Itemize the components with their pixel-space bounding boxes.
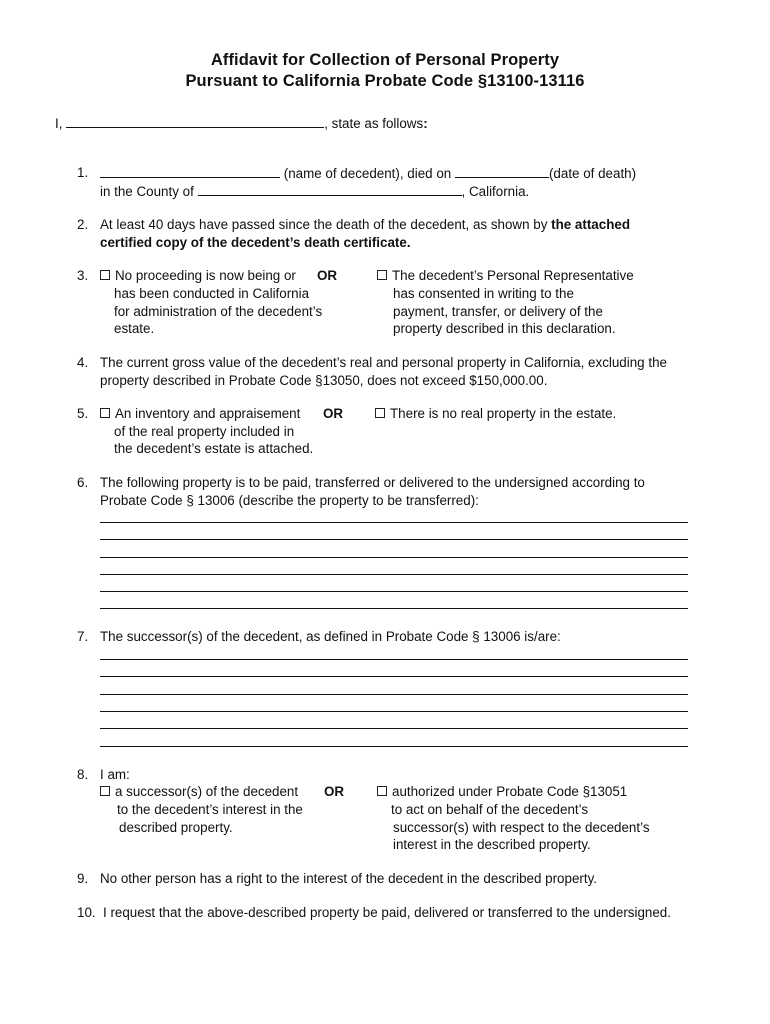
item-10-text: I request that the above-described property be paid, delivered or transferred to the undersigned.	[103, 905, 671, 920]
county-label: in the County of	[100, 184, 194, 199]
item-4-line-1: The current gross value of the decedent’s real and personal property in California, excluding the	[100, 355, 667, 370]
item-7-text: The successor(s) of the decedent, as defined in Probate Code § 13006 is/are:	[100, 629, 561, 644]
item-8-left-line-2: to the decedent’s interest in the	[117, 802, 303, 817]
item-3-left-line-4: estate.	[114, 321, 155, 336]
intro-suffix: , state as follows	[324, 116, 424, 131]
item-5-left-line-1	[100, 405, 300, 423]
date-of-death-label: (date of death)	[548, 166, 637, 181]
item-9-text: No other person has a right to the interest of the decedent in the described property.	[100, 871, 597, 886]
item-3-number: 3.	[77, 268, 89, 283]
item-5-number: 5.	[77, 406, 89, 421]
item-8-intro: I am:	[100, 767, 130, 782]
item-3-right-line-1	[377, 267, 634, 285]
item-3-left-text-1: No proceeding is now being or	[115, 268, 296, 283]
item-2-bold-2: certified copy of the decedent’s death certificate.	[100, 235, 411, 250]
item-1-line-2	[100, 182, 529, 201]
property-description-line[interactable]	[100, 574, 688, 575]
item-3-right-line-2: has consented in writing to the	[393, 286, 574, 301]
item-2-bold-1: the attached	[551, 217, 630, 232]
date-of-death-field[interactable]	[455, 164, 549, 178]
intro-line	[55, 114, 428, 133]
successor-checkbox[interactable]	[100, 786, 110, 796]
successor-line[interactable]	[100, 728, 688, 729]
item-6-number: 6.	[77, 475, 89, 490]
item-5-left-line-2: of the real property included in	[114, 424, 295, 439]
intro-colon: :	[423, 116, 428, 131]
item-2-number: 2.	[77, 217, 89, 232]
item-8-right-line-3: successor(s) with respect to the decedent’s	[393, 820, 650, 835]
item-6-line-1: The following property is to be paid, transferred or delivered to the undersigned according to	[100, 475, 645, 490]
item-3-left-line-3: for administration of the decedent’s	[114, 304, 323, 319]
item-3-right-line-4: property described in this declaration.	[393, 321, 616, 336]
item-8-left-line-1	[100, 783, 298, 801]
affiant-name-field[interactable]	[66, 114, 324, 128]
item-6-line-2: Probate Code § 13006 (describe the property to be transferred):	[100, 493, 479, 508]
no-real-property-checkbox[interactable]	[375, 408, 385, 418]
decedent-name-label: (name of decedent), died on	[283, 166, 452, 181]
successor-line[interactable]	[100, 694, 688, 695]
property-description-line[interactable]	[100, 608, 688, 609]
item-4-line-2: property described in Probate Code §13050, does not exceed $150,000.00.	[100, 373, 548, 388]
item-1-line-1	[100, 164, 636, 183]
item-5-or: OR	[323, 406, 344, 421]
county-suffix: , California.	[461, 184, 530, 199]
item-3-left-line-1	[100, 267, 296, 285]
item-8-right-line-2: to act on behalf of the decedent’s	[391, 802, 589, 817]
item-3-or: OR	[317, 268, 338, 283]
item-8-left-text-1: a successor(s) of the decedent	[115, 784, 299, 799]
item-3-right-line-3: payment, transfer, or delivery of the	[393, 304, 603, 319]
no-proceeding-checkbox[interactable]	[100, 270, 110, 280]
item-5-left-text-1: An inventory and appraisement	[115, 406, 301, 421]
item-1-number: 1.	[77, 165, 89, 180]
item-3-left-line-2: has been conducted in California	[114, 286, 310, 301]
property-description-line[interactable]	[100, 522, 688, 523]
item-5-right-line-1	[375, 405, 616, 423]
item-8-or: OR	[324, 784, 345, 799]
inventory-attached-checkbox[interactable]	[100, 408, 110, 418]
property-description-line[interactable]	[100, 539, 688, 540]
item-10-number: 10.	[77, 905, 96, 920]
item-7-number: 7.	[77, 629, 89, 644]
item-3-right-text-1: The decedent’s Personal Representative	[392, 268, 634, 283]
successor-line[interactable]	[100, 676, 688, 677]
item-8-right-line-4: interest in the described property.	[393, 837, 591, 852]
item-9-number: 9.	[77, 871, 89, 886]
authorized-agent-checkbox[interactable]	[377, 786, 387, 796]
successor-line[interactable]	[100, 711, 688, 712]
item-8-right-line-1	[377, 783, 627, 801]
item-5-right-text-1: There is no real property in the estate.	[390, 406, 617, 421]
item-8-right-text-1: authorized under Probate Code §13051	[392, 784, 628, 799]
successor-line[interactable]	[100, 746, 688, 747]
property-description-line[interactable]	[100, 591, 688, 592]
item-4-number: 4.	[77, 355, 89, 370]
item-2-text: At least 40 days have passed since the death of the decedent, as shown by	[100, 217, 552, 232]
item-8-left-line-3: described property.	[119, 820, 233, 835]
item-2-line-1	[100, 216, 630, 234]
title-line-1: Affidavit for Collection of Personal Property	[210, 51, 560, 69]
item-5-left-line-3: the decedent’s estate is attached.	[114, 441, 314, 456]
representative-consent-checkbox[interactable]	[377, 270, 387, 280]
successor-line[interactable]	[100, 659, 688, 660]
property-description-line[interactable]	[100, 557, 688, 558]
title-line-2: Pursuant to California Probate Code §13100-13116	[185, 72, 585, 90]
intro-prefix: I,	[55, 116, 63, 131]
decedent-name-field[interactable]	[100, 164, 280, 178]
county-field[interactable]	[198, 182, 462, 196]
item-8-number: 8.	[77, 767, 89, 782]
